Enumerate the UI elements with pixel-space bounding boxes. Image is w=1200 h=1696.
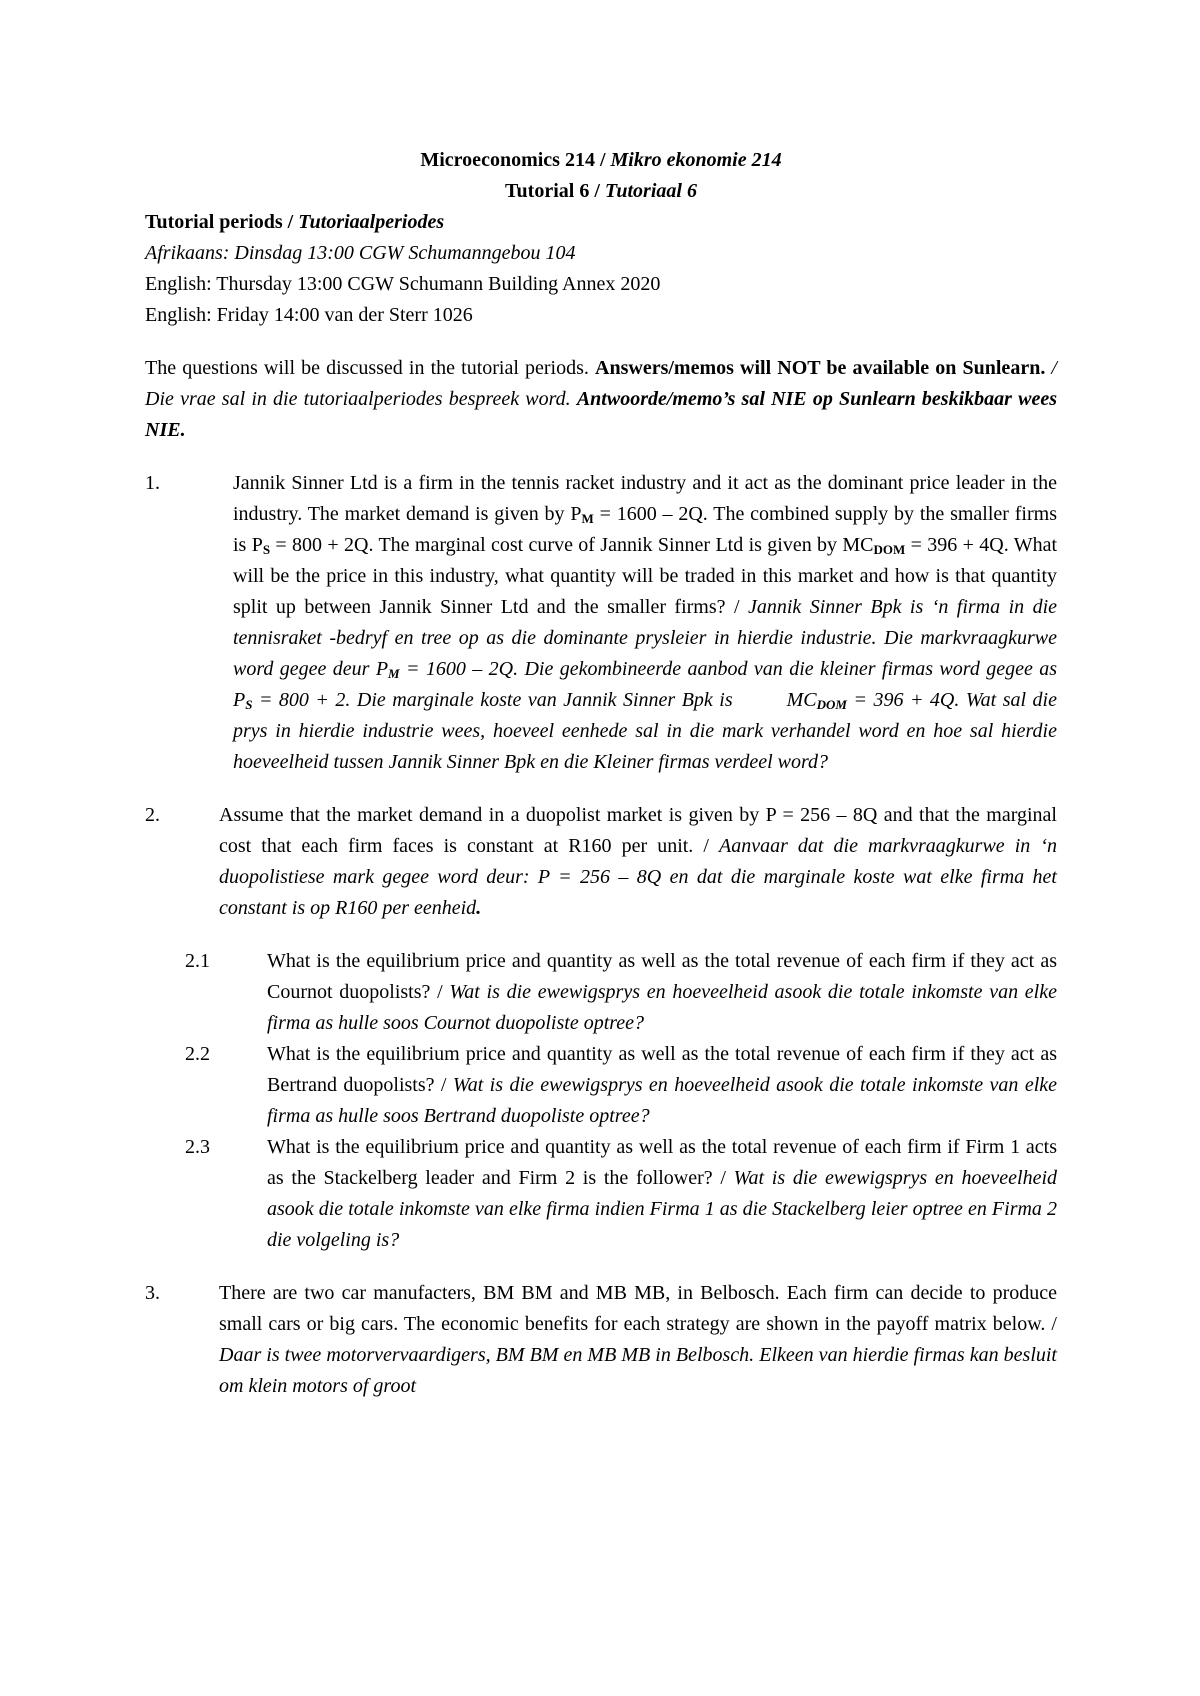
tutorial-title-en: Tutorial 6 / [505,180,605,202]
intro-bold-af: Antwoorde/memo’s sal NIE op Sunlearn beskikbaar wees NIE. [145,388,1057,441]
period-afrikaans: Afrikaans: Dinsdag 13:00 CGW Schumanngebou 104 [145,242,576,264]
question-2-1: 2.1 What is the equilibrium price and quantity as well as the total revenue of each firm if they act as Cournot duopolists? / Wat is die ewewigsprys en hoeveelheid asook die totale inkomste van elke firma as hulle soos Cournot duopoliste optree? [145,946,1057,1039]
course-title-en: Microeconomics 214 / [420,149,611,171]
period-english-1: English: Thursday 13:00 CGW Schumann Building Annex 2020 [145,273,661,295]
tutorial-title [145,176,1057,207]
period-english-2: English: Friday 14:00 van der Sterr 1026 [145,304,473,326]
course-title [145,145,1057,176]
intro-paragraph [145,353,1057,446]
sub-question-number: 2.1 [185,950,210,972]
intro-bold-en: Answers/memos will NOT be available on Sunlearn. [595,357,1046,379]
periods-heading-af: Tutoriaalperiodes [298,211,445,233]
question-2: 2. Assume that the market demand in a duopolist market is given by P = 256 – 8Q and that the marginal cost that each firm faces is constant at R160 per unit. / Aanvaar dat die markvraagkurwe in ‘n duopolistiese mark gegee word deur: P = 256 – 8Q en dat die marginale koste wat elke firma het constant is op R160 per eenheid. [145,800,1057,924]
intro-text-af: / Die vrae sal in die tutoriaalperiodes bespreek word. [145,357,1057,410]
intro-text-en: The questions will be discussed in the tutorial periods. [145,357,596,379]
question-1: 1. Jannik Sinner Ltd is a firm in the tennis racket industry and it act as the dominant price leader in the industry. The market demand is given by $P_M = 1600 - 2Q$. The combined supply by the smaller firms is $P_S = 800 + 2Q$. The marginal cost curve of Jannik Sinner Ltd is given by $MC_{DOM} = 396 + 4Q$. What will be the price in this industry, what quantity will be traded in this market and how is that quantity split up between Jannik Sinner Ltd and the smaller firms? / Jannik Sinner Bpk is ‘n firma in die tennisraket -bedryf en tree op as die dominante prysleier in hierdie industrie. Die markvraagkurwe word gegee deur $P_M = 1600 - 2Q$. Die gekombineerde aanbod van die kleiner firmas word gegee as $P_S = 800 + 2$. Die marginale koste van Jannik Sinner Bpk is $MC_{DOM} = 396 + 4Q$. Wat sal die prys in hierdie industrie wees, hoeveel eenhede sal in die mark verhandel word en hoe sal hierdie hoeveelheid tussen Jannik Sinner Bpk en die Kleiner firmas verdeel word? [145,468,1057,778]
periods-heading-en: Tutorial periods / [145,211,299,233]
tutorial-title-af: Tutoriaal 6 [604,180,697,202]
question-number: 2. [145,804,160,826]
question-2-3: 2.3 What is the equilibrium price and quantity as well as the total revenue of each firm if Firm 1 acts as the Stackelberg leader and Firm 2 is the follower? / Wat is die ewewigsprys en hoeveelheid asook die totale inkomste van elke firma indien Firma 1 as die Stackelberg leier optree en Firma 2 die volgeling is? [145,1132,1057,1256]
periods-heading [145,207,1057,238]
question-number: 3. [145,1282,160,1304]
sub-question-number: 2.3 [185,1136,210,1158]
sub-question-number: 2.2 [185,1043,210,1065]
question-number: 1. [145,472,160,494]
document-page [145,145,1057,1402]
question-3: 3. There are two car manufacters, BM BM and MB MB, in Belbosch. Each firm can decide to produce small cars or big cars. The economic benefits for each strategy are shown in the payoff matrix below. / Daar is twee motorvervaardigers, BM BM en MB MB in Belbosch. Elkeen van hierdie firmas kan besluit om klein motors of groot [145,1278,1057,1402]
course-title-af: Mikro ekonomie 214 [610,149,782,171]
question-2-2: 2.2 What is the equilibrium price and quantity as well as the total revenue of each firm if they act as Bertrand duopolists? / Wat is die ewewigsprys en hoeveelheid asook die totale inkomste van elke firma as hulle soos Bertrand duopoliste optree? [145,1039,1057,1132]
